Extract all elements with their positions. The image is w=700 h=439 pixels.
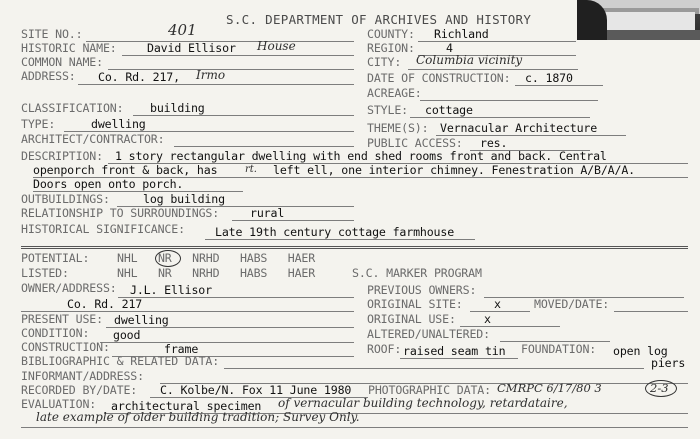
roof-value: raised seam tin [403, 344, 506, 358]
foundation-value-1: open log [613, 344, 668, 358]
city-label: CITY: [367, 55, 402, 69]
original-site-label: ORIGINAL SITE: [367, 297, 463, 311]
style-label: STYLE: [367, 103, 408, 117]
relationship-label: RELATIONSHIP TO SURROUNDINGS: [21, 206, 220, 220]
description-line-1: 1 story rectangular dwelling with end shed rooms front and back. Central [115, 149, 607, 163]
photographic-data-label: PHOTOGRAPHIC DATA: [368, 383, 491, 397]
region-label: REGION: [367, 41, 415, 55]
potential-label: POTENTIAL: [21, 251, 90, 265]
listed-label: LISTED: [21, 266, 69, 280]
construction-value: frame [164, 342, 199, 356]
acreage-label: ACREAGE: [367, 86, 422, 100]
historical-significance-label: HISTORICAL SIGNIFICANCE: [21, 222, 185, 236]
historic-name-value: David Ellisor [147, 41, 236, 55]
marker-program-label: S.C. MARKER PROGRAM [352, 266, 482, 280]
classification-label: CLASSIFICATION: [21, 101, 124, 115]
public-access-value: res. [480, 136, 508, 150]
date-of-construction-value: c. 1870 [525, 71, 573, 85]
original-site-value: x [494, 297, 501, 311]
roof-label: ROOF: [367, 342, 402, 356]
photographic-data-handwritten-2: 2-3 [650, 381, 669, 395]
house-photo [577, 0, 700, 40]
original-use-value: x [484, 312, 491, 326]
evaluation-typed: architectural specimen [111, 399, 262, 413]
bibliographic-label: BIBLIOGRAPHIC & RELATED DATA: [21, 354, 220, 368]
previous-owners-label: PREVIOUS OWNERS: [367, 283, 477, 297]
agency-header: S.C. DEPARTMENT OF ARCHIVES AND HISTORY [226, 12, 532, 27]
present-use-value: dwelling [114, 313, 169, 327]
historic-name-label: HISTORIC NAME: [21, 41, 117, 55]
type-value: dwelling [91, 117, 146, 131]
address-label: ADDRESS: [21, 69, 76, 83]
photographic-data-handwritten: CMRPC 6/17/80 3 [497, 381, 602, 395]
description-line-2a: openporch front & back, has [33, 163, 218, 177]
theme-label: THEME(S): [367, 121, 429, 135]
date-of-construction-label: DATE OF CONSTRUCTION: [367, 71, 511, 85]
foundation-value-2: piers [651, 356, 686, 370]
foundation-label: FOUNDATION: [521, 342, 597, 356]
historical-significance-value: Late 19th century cottage farmhouse [215, 225, 455, 239]
site-no-value: 401 [168, 21, 197, 39]
roll-circle-mark [645, 380, 677, 397]
architect-label: ARCHITECT/CONTRACTOR: [21, 132, 165, 146]
historic-name-handwritten: House [257, 39, 296, 53]
construction-label: CONSTRUCTION: [21, 340, 110, 354]
address-value: Co. Rd. 217, [98, 70, 180, 84]
address-handwritten: Irmo [196, 68, 226, 82]
owner-line-2: Co. Rd. 217 [67, 297, 143, 311]
recorded-by-value: C. Kolbe/N. Fox 11 June 1980 [160, 383, 352, 397]
potential-options: NHL NR NRHD HABS HAER [117, 251, 316, 265]
description-line-2-handwritten: rt. [245, 164, 257, 175]
listed-options: NHL NR NRHD HABS HAER [117, 266, 316, 280]
condition-value: good [113, 328, 141, 342]
common-name-label: COMMON NAME: [21, 55, 103, 69]
outbuildings-label: OUTBUILDINGS: [21, 192, 110, 206]
altered-label: ALTERED/UNALTERED: [367, 327, 490, 341]
recorded-by-label: RECORDED BY/DATE: [21, 383, 138, 397]
style-value: cottage [425, 103, 473, 117]
moved-date-label: MOVED/DATE: [534, 297, 610, 311]
classification-value: building [150, 101, 205, 115]
present-use-label: PRESENT USE: [21, 312, 103, 326]
outbuildings-value: log building [143, 192, 225, 206]
evaluation-handwritten-1: of vernacular building technology, retardataire, [278, 396, 568, 410]
description-label: DESCRIPTION: [21, 149, 103, 163]
evaluation-label: EVALUATION: [21, 397, 97, 411]
description-line-2b: left ell, one interior chimney. Fenestration A/B/A/A. [273, 163, 635, 177]
informant-label: INFORMANT/ADDRESS: [21, 369, 144, 383]
city-handwritten: Columbia vicinity [416, 53, 523, 67]
evaluation-handwritten-2: late example of older building tradition; Survey Only. [36, 410, 360, 424]
region-value: 4 [446, 41, 453, 55]
theme-value: Vernacular Architecture [440, 121, 598, 135]
site-no-label: SITE NO.: [21, 27, 83, 41]
owner-line-1: J.L. Ellisor [130, 283, 212, 297]
county-label: COUNTY: [367, 27, 415, 41]
relationship-value: rural [250, 206, 285, 220]
county-value: Richland [434, 27, 489, 41]
public-access-label: PUBLIC ACCESS: [367, 136, 463, 150]
nr-circle-mark [155, 250, 181, 267]
type-label: TYPE: [21, 117, 56, 131]
condition-label: CONDITION: [21, 326, 90, 340]
owner-address-label: OWNER/ADDRESS: [21, 281, 117, 295]
description-line-3: Doors open onto porch. [33, 177, 184, 191]
original-use-label: ORIGINAL USE: [367, 312, 456, 326]
